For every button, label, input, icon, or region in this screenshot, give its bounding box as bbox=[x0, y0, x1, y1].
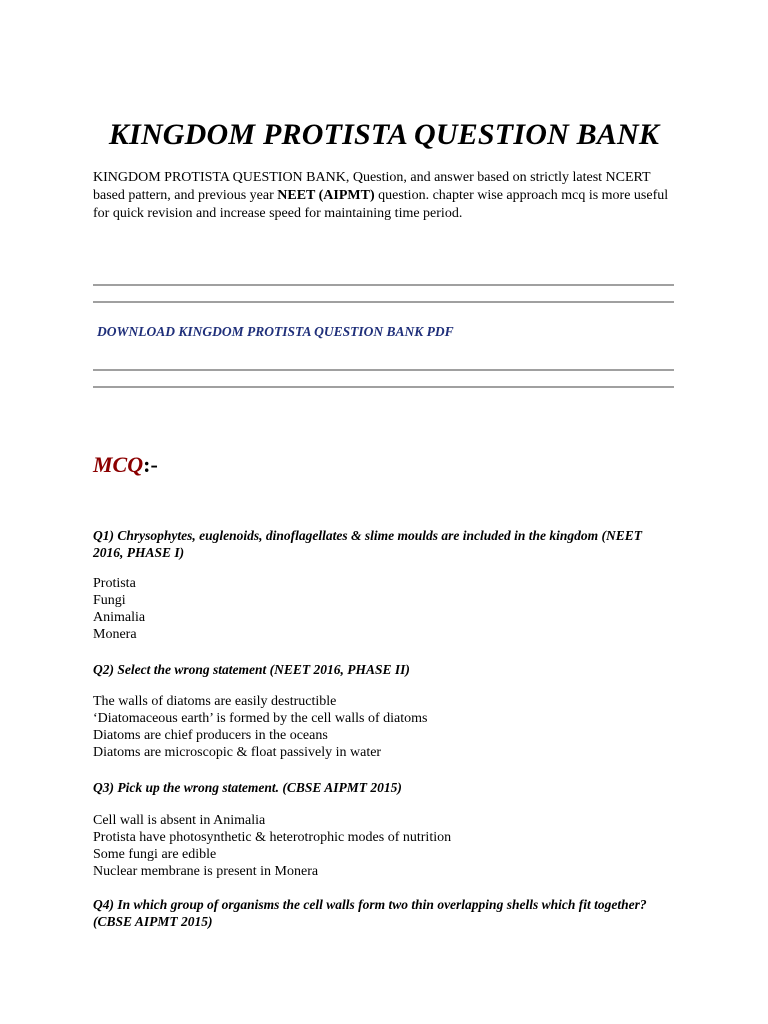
question-2-options bbox=[93, 693, 673, 761]
divider-line bbox=[93, 386, 674, 388]
question-1-options bbox=[93, 575, 673, 643]
divider-line bbox=[93, 284, 674, 286]
option-item: Diatoms are chief producers in the oceans bbox=[93, 728, 328, 743]
question-4: Q4) In which group of organisms the cell walls form two thin overlapping shells which fit together? (CBSE AIPMT 2015) bbox=[93, 897, 647, 929]
intro-text-part2: question. chapter wise approach mcq is more useful for quick revision and increase speed for maintaining time period. bbox=[93, 188, 669, 221]
option-item: Cell wall is absent in Animalia bbox=[93, 813, 266, 828]
option-item: Some fungi are edible bbox=[93, 847, 217, 862]
intro-text-bold: NEET (AIPMT) bbox=[277, 188, 375, 203]
question-3-options bbox=[93, 812, 673, 880]
intro-text-part1: KINGDOM PROTISTA QUESTION BANK, Question, and answer based on strictly latest NCERT based pattern, and previous year bbox=[93, 170, 651, 203]
option-item: The walls of diatoms are easily destructible bbox=[93, 694, 337, 709]
divider-line bbox=[93, 301, 674, 303]
option-item: Protista bbox=[93, 576, 136, 591]
mcq-heading-word: MCQ bbox=[93, 452, 144, 477]
intro-paragraph bbox=[93, 169, 683, 223]
mcq-heading-suffix: :- bbox=[143, 452, 158, 477]
page-title: KINGDOM PROTISTA QUESTION BANK bbox=[108, 118, 660, 151]
option-item: ‘Diatomaceous earth’ is formed by the cell walls of diatoms bbox=[93, 711, 428, 726]
option-item: Diatoms are microscopic & float passively in water bbox=[93, 745, 382, 760]
question-3: Q3) Pick up the wrong statement. (CBSE AIPMT 2015) bbox=[93, 780, 402, 795]
download-pdf-link[interactable]: DOWNLOAD KINGDOM PROTISTA QUESTION BANK PDF bbox=[97, 324, 454, 339]
question-1: Q1) Chrysophytes, euglenoids, dinoflagellates & slime moulds are included in the kingdom (NEET 2016, PHASE I) bbox=[93, 528, 643, 560]
option-item: Fungi bbox=[93, 593, 126, 608]
option-item: Protista have photosynthetic & heterotrophic modes of nutrition bbox=[93, 830, 452, 845]
option-item: Monera bbox=[93, 627, 137, 642]
option-item: Nuclear membrane is present in Monera bbox=[93, 864, 319, 879]
option-item: Animalia bbox=[93, 610, 146, 625]
mcq-heading bbox=[93, 452, 158, 478]
divider-line bbox=[93, 369, 674, 371]
question-2: Q2) Select the wrong statement (NEET 2016, PHASE II) bbox=[93, 662, 410, 677]
